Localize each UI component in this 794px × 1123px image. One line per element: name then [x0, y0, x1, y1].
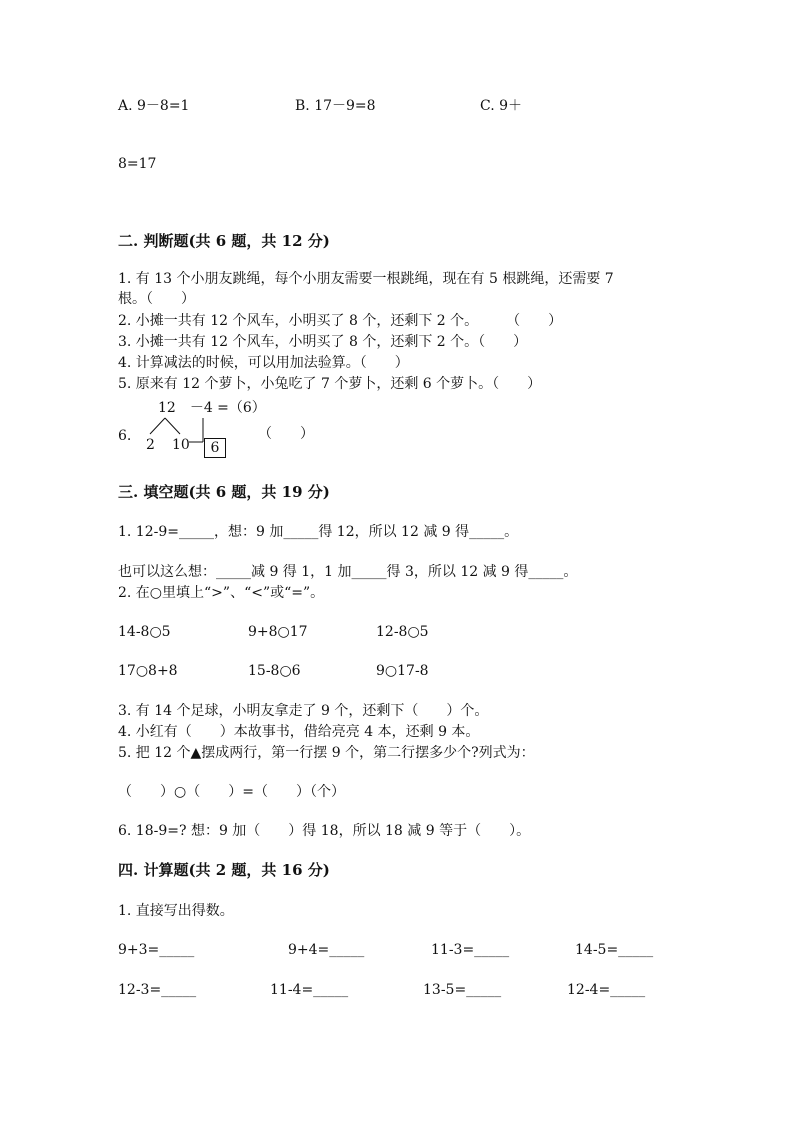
option-c-continued: 8=17	[118, 156, 157, 172]
judge-item-5: 5. 原来有 12 个萝卜，小兔吃了 7 个萝卜，还剩 6 个萝卜。（ ）	[118, 376, 542, 392]
option-b: B. 17－9=8	[295, 98, 376, 114]
compare-1-3: 12-8○5	[376, 624, 429, 640]
fill-item-3: 3. 有 14 个足球，小明友拿走了 9 个，还剩下（ ）个。	[118, 703, 489, 719]
calc-1-2: 9+4=_____	[288, 942, 365, 958]
section-3-title: 三. 填空题(共 6 题，共 19 分)	[118, 483, 330, 501]
judge-item-4: 4. 计算减法的时候，可以用加法验算。（ ）	[118, 355, 409, 371]
section-4-title: 四. 计算题(共 2 题，共 16 分)	[118, 861, 330, 879]
judge-item-1-cont: 根。（ ）	[118, 291, 195, 307]
judge-item-6-number: 6.	[118, 428, 132, 444]
compare-2-2: 15-8○6	[248, 663, 301, 679]
split-left-value: 2	[146, 437, 155, 453]
split-right-value: 10	[172, 437, 190, 453]
judge-item-1: 1. 有 13 个小朋友跳绳，每个小朋友需要一根跳绳，现在有 5 根跳绳，还需要 7	[118, 271, 614, 287]
calc-2-1: 12-3=_____	[118, 982, 197, 998]
calc-1-1: 9+3=_____	[118, 942, 195, 958]
split-line-right	[165, 418, 180, 434]
compare-1-1: 14-8○5	[118, 624, 171, 640]
calc-item-1: 1. 直接写出得数。	[118, 903, 234, 919]
fill-item-1b: 也可以这么想：_____减 9 得 1，1 加_____得 3，所以 12 减 9 得_____。	[118, 564, 578, 580]
fill-item-5: 5. 把 12 个▲摆成两行，第一行摆 9 个，第二行摆多少个?列式为：	[118, 745, 535, 761]
fill-item-4: 4. 小红有（ ）本故事书，借给亮亮 4 本，还剩 9 本。	[118, 724, 480, 740]
judge-item-3: 3. 小摊一共有 12 个风车，小明买了 8 个，还剩下 2 个。（ ）	[118, 334, 528, 350]
fill-item-6: 6. 18-9=? 想：9 加（ ）得 18，所以 18 减 9 等于（ ）。	[118, 823, 531, 839]
calc-2-4: 12-4=_____	[567, 982, 646, 998]
judge-item-6-equation: 12 －4 =（6）	[158, 400, 266, 416]
compare-2-3: 9○17-8	[376, 663, 429, 679]
split-line-left	[150, 418, 165, 434]
calc-1-4: 14-5=_____	[575, 942, 654, 958]
fill-item-2: 2. 在○里填上“>”、“<”或“=”。	[118, 585, 325, 601]
section-2-title: 二. 判断题(共 6 题，共 12 分)	[118, 232, 330, 250]
calc-1-3: 11-3=_____	[431, 942, 510, 958]
compare-2-1: 17○8+8	[118, 663, 178, 679]
calc-2-3: 13-5=_____	[423, 982, 502, 998]
fill-item-1: 1. 12-9=_____，想：9 加_____得 12，所以 12 减 9 得_____。	[118, 524, 519, 540]
compare-1-2: 9+8○17	[248, 624, 308, 640]
fill-item-5-formula: （ ）○（ ）=（ ）（个）	[118, 784, 345, 800]
calc-2-2: 11-4=_____	[270, 982, 349, 998]
judge-item-2: 2. 小摊一共有 12 个风车，小明买了 8 个，还剩下 2 个。 （ ）	[118, 313, 563, 329]
option-c: C. 9＋	[480, 98, 523, 114]
judge-item-6-paren: （ ）	[258, 426, 314, 442]
option-a: A. 9－8=1	[118, 98, 190, 114]
answer-box: 6	[204, 438, 226, 458]
